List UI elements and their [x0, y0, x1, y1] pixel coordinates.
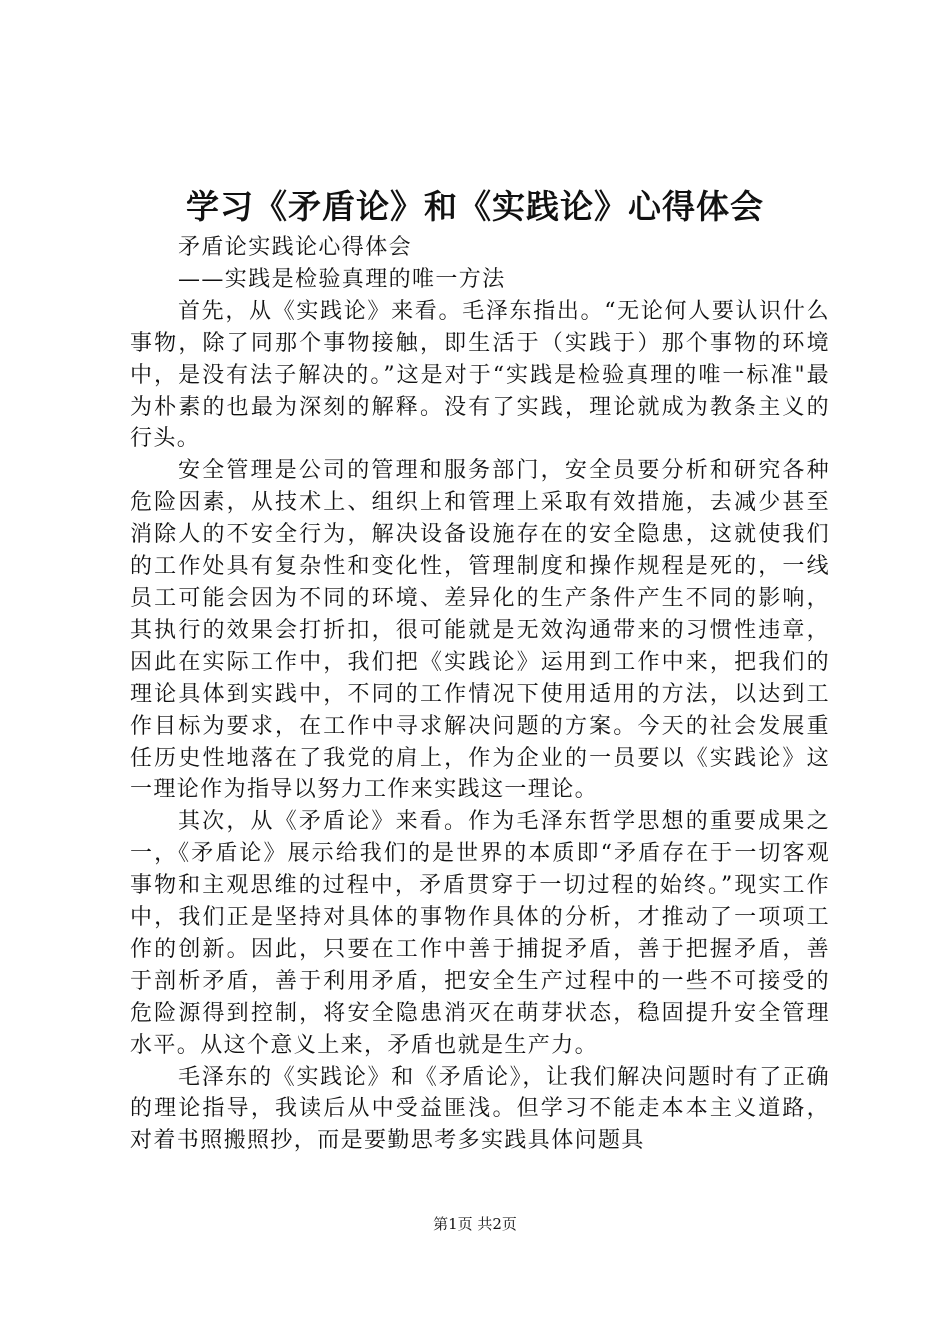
page-number: 第1页 共2页 — [433, 1215, 517, 1233]
paragraph-contradiction: 其次，从《矛盾论》来看。作为毛泽东哲学思想的重要成果之一，《矛盾论》展示给我们的是世界的本质即“矛盾存在于一切客观事物和主观思维的过程中，矛盾贯穿于一切过程的始终。”现实工作中，我们正是坚持对具体的事物作具体的分析，才推动了一项项工作的创新。因此，只要在工作中善于捕捉矛盾，善于把握矛盾，善于剖析矛盾，善于利用矛盾，把安全生产过程中的一些不可接受的危险源得到控制，将安全隐患消灭在萌芽状态，稳固提升安全管理水平。从这个意义上来，矛盾也就是生产力。 — [130, 809, 830, 1058]
document-body — [130, 232, 830, 1157]
paragraph-conclusion: 毛泽东的《实践论》和《矛盾论》，让我们解决问题时有了正确的理论指导，我读后从中受益匪浅。但学习不能走本本主义道路，对着书照搬照抄，而是要勤思考多实践具体问题具 — [130, 1064, 830, 1154]
paragraph-practice: 首先，从《实践论》来看。毛泽东指出。“无论何人要认识什么事物，除了同那个事物接触，即生活于（实践于）那个事物的环境中，是没有法子解决的。”这是对于“实践是检验真理的唯一标准"最为朴素的也最为深刻的解释。没有了实践，理论就成为教条主义的行头。 — [130, 298, 830, 452]
paragraph-safety-management: 安全管理是公司的管理和服务部门，安全员要分析和研究各种危险因素，从技术上、组织上和管理上采取有效措施，去减少甚至消除人的不安全行为，解决设备设施存在的安全隐患，这就使我们的工作处具有复杂性和变化性，管理制度和操作规程是死的，一线员工可能会因为不同的环境、差异化的生产条件产生不同的影响，其执行的效果会打折扣，很可能就是无效沟通带来的习惯性违章，因此在实际工作中，我们把《实践论》运用到工作中来，把我们的理论具体到实践中，不同的工作情况下使用适用的方法，以达到工作目标为要求，在工作中寻求解决问题的方案。今天的社会发展重任历史性地落在了我党的肩上，作为企业的一员要以《实践论》这一理论作为指导以努力工作来实践这一理论。 — [130, 458, 830, 803]
document-title: 学习《矛盾论》和《实践论》心得体会 — [186, 187, 764, 226]
document-subheading: ——实践是检验真理的唯一方法 — [178, 266, 506, 292]
document-subtitle: 矛盾论实践论心得体会 — [178, 235, 413, 260]
